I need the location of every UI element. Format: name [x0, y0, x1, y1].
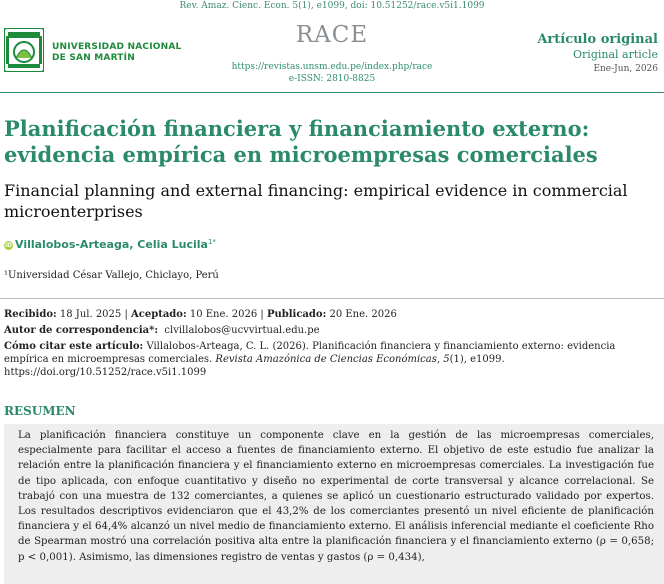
correspondence: [4, 324, 660, 337]
university-name-line1: UNIVERSIDAD NACIONAL: [52, 42, 182, 52]
article-title-es: Planificación financiera y financiamiento externo: evidencia empírica en microempresas comerciales: [4, 116, 598, 167]
citation-text-a: Villalobos-Arteaga, C. L. (2026). Planificación financiera y financiamiento externo: evidencia empírica en microempresas comerciales.: [4, 341, 616, 365]
header-divider: [0, 92, 664, 93]
orcid-icon[interactable]: iD: [4, 242, 13, 249]
citation-text-b: (1), e1099. https://doi.org/10.51252/race.v5i1.1099: [4, 354, 505, 378]
article-period: Ene-Jun, 2026: [593, 64, 658, 74]
correspondence-email-link[interactable]: clvillalobos@ucvvirtual.edu.pe: [164, 325, 320, 336]
accepted-label: Aceptado:: [131, 309, 187, 320]
journal-url-link[interactable]: https://revistas.unsm.edu.pe/index.php/race: [231, 62, 433, 72]
author-name: Villalobos-Arteaga, Celia Lucila: [15, 238, 208, 251]
journal-issn: e-ISSN: 2810-8825: [288, 74, 376, 84]
published-label: Publicado:: [266, 309, 327, 320]
journal-reference: Rev. Amaz. Cienc. Econ. 5(1), e1099, doi: 10.51252/race.v5i1.1099: [179, 1, 485, 11]
journal-name: RACE: [295, 22, 369, 48]
accepted-date: 10 Ene. 2026: [189, 309, 258, 320]
article-type-en: Original article: [573, 48, 658, 61]
author-affiliation: ¹Universidad César Vallejo, Chiclayo, Perú: [4, 270, 219, 281]
section-divider: [0, 298, 664, 299]
citation-block: [4, 340, 660, 379]
citation-journal: Revista Amazónica de Ciencias Económicas, 5: [215, 354, 450, 365]
article-type-es: Artículo original: [537, 32, 658, 47]
article-dates: Recibido: 18 Jul. 2025 | Aceptado: 10 Ene. 2026 | Publicado: 20 Ene. 2026: [4, 309, 397, 320]
received-label: Recibido:: [4, 309, 57, 320]
article-title-en: Financial planning and external financing: empirical evidence in commercial microenterprises: [4, 181, 628, 221]
received-date: 18 Jul. 2025: [59, 309, 122, 320]
published-date: 20 Ene. 2026: [329, 309, 397, 320]
author-line: [4, 238, 216, 251]
abstract-heading: RESUMEN: [4, 404, 76, 418]
page-header: [0, 16, 664, 94]
author-marks: 1*: [207, 238, 216, 246]
citation-label: Cómo citar este artículo:: [4, 341, 144, 352]
correspondence-label: Autor de correspondencia*:: [4, 325, 159, 336]
university-name-line2: DE SAN MARTÍN: [52, 53, 135, 63]
abstract-text: La planificación financiera constituye un componente clave en la gestión de las microempresas comerciales, especialmente para facilitar el acceso a fuentes de financiamiento externo. El objetivo de este estudio fue analizar la relación entre la planificación financiera y el financiamiento externo en microempresas comerciales. La investigación fue de tipo aplicada, con enfoque cuantitativo y diseño no experimental de corte transversal y alcance correlacional. Se trabajó con una muestra de 132 comerciantes, a quienes se aplicó un cuestionario estructurado validado por expertos. Los resultados descriptivos evidenciaron que el 43,2% de los comerciantes presentó un nivel eficiente de planificación financiera y el 64,4% alcanzó un nivel medio de financiamiento externo. El análisis inferencial mediante el coeficiente Rho de Spearman mostró una correlación positiva alta entre la planificación financiera y el financiamiento externo (ρ = 0,658; p < 0,001). Asimismo, las dimensiones registro de ventas y gastos (ρ = 0,434),: [18, 430, 654, 563]
